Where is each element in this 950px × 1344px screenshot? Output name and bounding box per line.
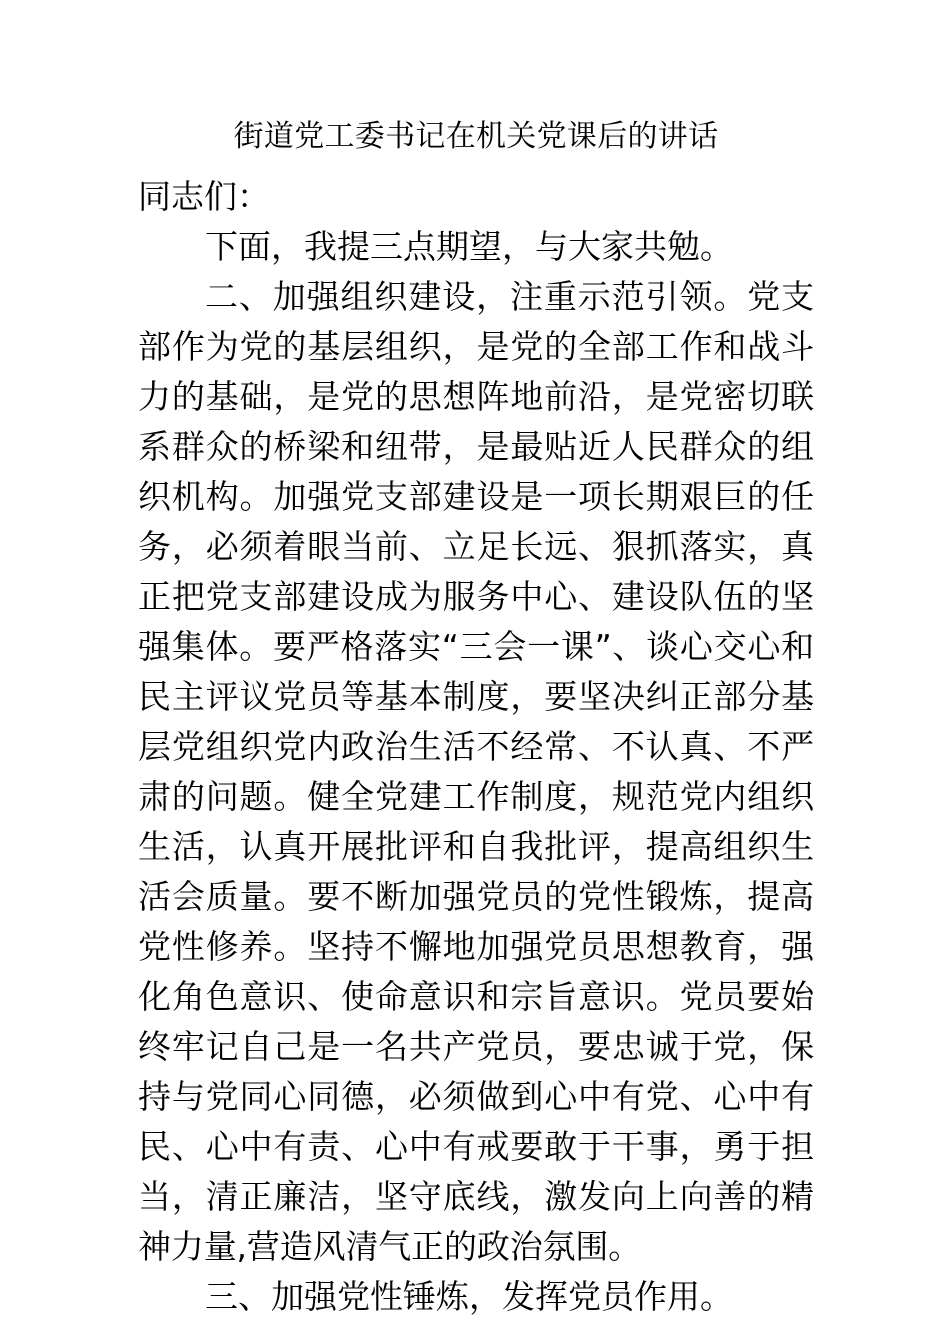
salutation-line: 同志们： xyxy=(138,177,270,216)
page-title: 街道党工委书记在机关党课后的讲话 xyxy=(233,119,719,154)
intro-paragraph: 下面，我提三点期望，与大家共勉。 xyxy=(205,227,733,266)
document-body xyxy=(138,112,814,1322)
section-three-heading: 三、加强党性锤炼，发挥党员作用。 xyxy=(205,1277,733,1316)
section-two-paragraph: 二、加强组织建设，注重示范引领。党支部作为党的基层组织，是党的全部工作和战斗力的基础，是党的思想阵地前沿，是党密切联系群众的桥梁和纽带，是最贴近人民群众的组织机构。加强党支部建设是一项长期艰巨的任务，必须着眼当前、立足长远、狠抓落实，真正把党支部建设成为服务中心、建设队伍的坚强集体。要严格落实“三会一课”、谈心交心和民主评议党员等基本制度，要坚决纠正部分基层党组织党内政治生活不经常、不认真、不严肃的问题。健全党建工作制度，规范党内组织生活，认真开展批评和自我批评，提高组织生活会质量。要不断加强党员的党性锻炼，提高党性修养。坚持不懈地加强党员思想教育，强化角色意识、使命意识和宗旨意识。党员要始终牢记自己是一名共产党员，要忠诚于党，保持与党同心同德，必须做到心中有党、心中有民、心中有责、心中有戒要敢于干事，勇于担当，清正廉洁，坚守底线，激发向上向善的精神力量,营造风清气正的政治氛围。 xyxy=(138,277,814,1266)
